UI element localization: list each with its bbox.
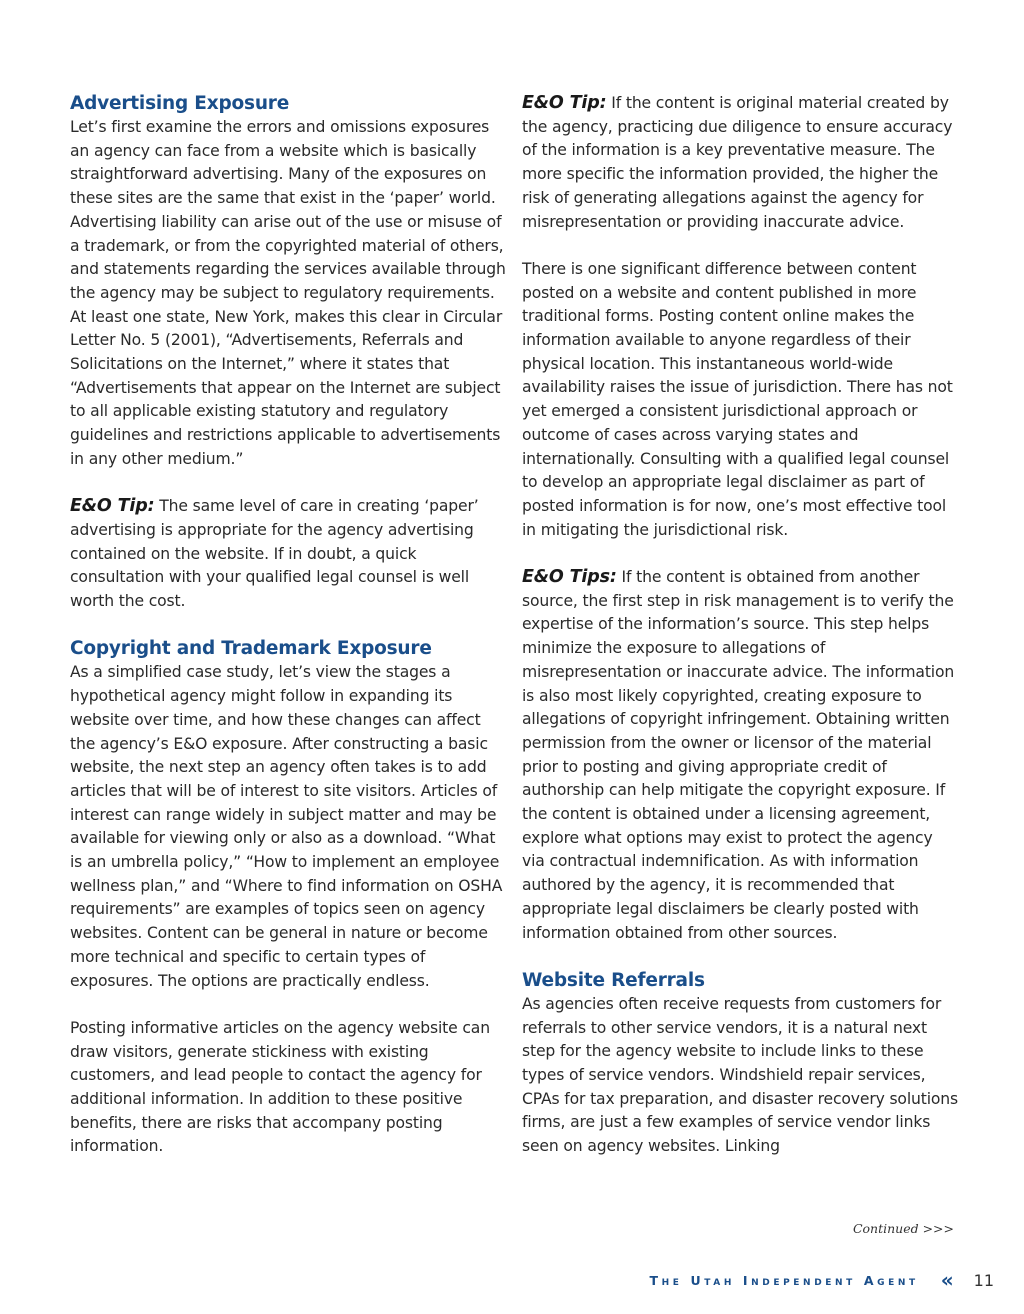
left-column xyxy=(70,92,506,1159)
right-column xyxy=(522,92,958,1159)
eo-tip-paper-advertising xyxy=(70,495,506,614)
copyright-trademark-heading: Copyright and Trademark Exposure xyxy=(70,638,432,660)
advertising-exposure-heading: Advertising Exposure xyxy=(70,93,290,114)
continued-label: Continued >>> xyxy=(852,1221,954,1236)
website-referrals-heading: Website Referrals xyxy=(522,969,705,991)
website-referrals-body: As agencies often receive requests from customers for referrals to other service vendors, it is a natural next step for the agency website to include links to these types of service vendors. Windshield repair services, CPAs for tax preparation, and disaster recovery solutions firms, are just a few examples of service vendor links seen on agency websites. Linking xyxy=(522,994,958,1156)
advertising-exposure-body: Let’s first examine the errors and omissions exposures an agency can face from a website which is basically straightforward advertising. Many of the exposures on these sites are the same that exist in the ‘paper’ world. Advertising liability can arise out of the use or misuse of a trademark, or from the copyrighted material of others, and statements regarding the services available through the agency may be subject to regulatory requirements. At least one state, New York, makes this clear in Circular Letter No. 5 (2001), “Advertisements, Referrals and Solicitations on the Internet,” where it states that “Advertisements that appear on the Internet are subject to all applicable existing statutory and regulatory guidelines and restrictions applicable to advertisements in any other medium.” xyxy=(70,118,506,468)
copyright-body-1: As a simplified case study, let’s view the stages a hypothetical agency might follow in expanding its website over time, and how these changes can affect the agency’s E&O exposure. After constructing a basic website, the next step an agency often takes is to add articles that will be of interest to site visitors. Articles of interest can range widely in subject matter and may be available for viewing only or also as a download. “What is an umbrella policy,” “How to implement an employee wellness plan,” and “Where to find information on OSHA requirements” are examples of topics seen on agency websites. Content can be general in nature or become more technical and specific to certain types of exposures. The options are practically endless. xyxy=(70,663,503,990)
eo-tip-label: E&O Tip: xyxy=(70,496,155,517)
copyright-body-2: Posting informative articles on the agency website can draw visitors, generate stickiness with existing customers, and lead people to contact the agency for additional information. In addition to these positive benefits, there are risks that accompany posting information. xyxy=(70,1018,490,1156)
eo-tip-text: The same level of care in creating ‘paper’ advertising is appropriate for the agency advertising contained on the website. If in doubt, a quick consultation with your qualified legal counsel is well worth the cost. xyxy=(70,497,479,611)
eo-tip-text: If the content is original material created by the agency, practicing due diligence to ensure accuracy of the information is a key preventative measure. The more specific the information provided, the higher the risk of generating allegations against the agency for misrepresentation or providing inaccurate advice. xyxy=(522,94,953,231)
magazine-title: The Utah Independent Agent xyxy=(649,1272,919,1288)
eo-tips-text: If the content is obtained from another source, the first step in risk management is to verify the expertise of the information’s source. This step helps minimize the exposure to allegations of misrepresentation or inaccurate advice. The information is also most likely copyrighted, creating exposure to allegations of copyright infringement. Obtaining written permission from the owner or licensor of the material prior to posting and giving appropriate credit of authorship can help mitigate the copyright exposure. If the content is obtained under a licensing agreement, explore what options may exist to protect the agency via contractual indemnification. As with information authored by the agency, it is recommended that appropriate legal disclaimers be clearly posted with information obtained from other sources. xyxy=(522,568,955,942)
page-footer xyxy=(650,1268,994,1292)
page-number: 11 xyxy=(973,1270,994,1290)
jurisdiction-paragraph: There is one significant difference between content posted on a website and content published in more traditional forms. Posting content online makes the information available to anyone regardless of their physical location. This instantaneous world-wide availability raises the issue of jurisdiction. There has not yet emerged a consistent jurisdictional approach or outcome of cases across varying states and internationally. Consulting with a qualified legal counsel to develop an appropriate legal disclaimer as part of posted information is for now, one’s most effective tool in mitigating the jurisdictional risk. xyxy=(522,259,953,539)
eo-tips-label: E&O Tips: xyxy=(522,567,617,588)
chevron-left-icon: « xyxy=(940,1268,954,1292)
eo-tip-label: E&O Tip: xyxy=(522,93,607,113)
eo-tips-obtained-content xyxy=(522,566,958,945)
eo-tip-original-content xyxy=(522,92,958,234)
